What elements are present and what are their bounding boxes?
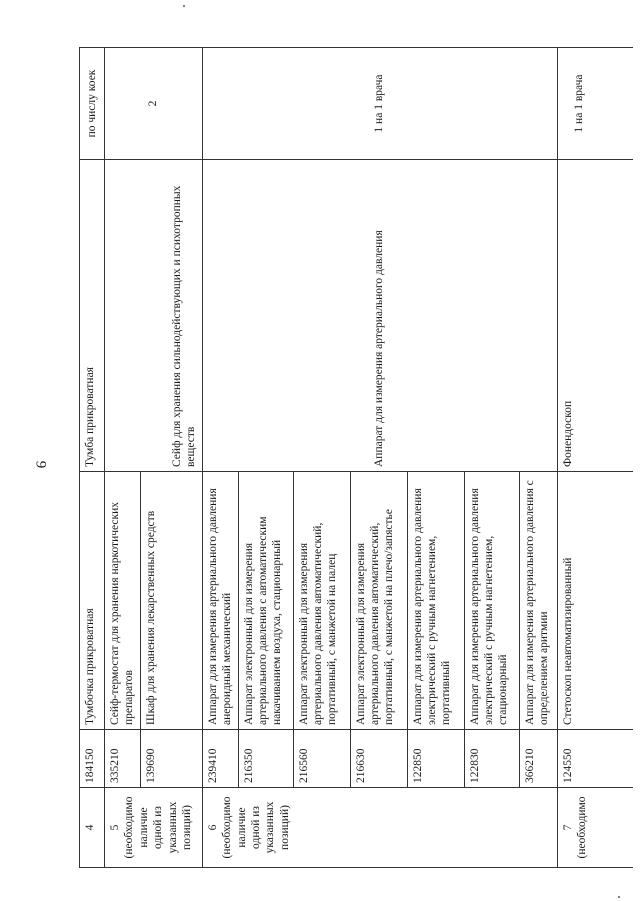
rotated-table-wrapper bbox=[79, 48, 624, 868]
type-name: Аппарат электронный для измерения артериального давления автоматический, портативный, с манжетой на палец bbox=[293, 472, 350, 730]
type-code: 216630 bbox=[350, 730, 407, 788]
type-name: Аппарат для измерения артериального давления с определением аритмии bbox=[519, 472, 557, 730]
scan-speck bbox=[618, 896, 620, 898]
quantity-norm: 1 на 1 врача bbox=[202, 48, 557, 160]
type-code: 122850 bbox=[407, 730, 464, 788]
type-name: Аппарат электронный для измерения артериального давления автоматический, портативный, с манжетой на плечо/запястье bbox=[350, 472, 407, 730]
type-name: Тумбочка прикроватная bbox=[80, 472, 105, 730]
table-row bbox=[202, 48, 238, 868]
row-number: 4 bbox=[80, 788, 105, 868]
type-name: Аппарат для измерения артериального давления электрический с ручным нагнетением, стационарный bbox=[464, 472, 519, 730]
type-code: 216350 bbox=[238, 730, 293, 788]
page-number: 9 bbox=[32, 460, 49, 469]
row-number: 7 (необходимо bbox=[557, 788, 633, 868]
type-name: Стетоскоп неавтоматизированный bbox=[557, 472, 633, 730]
type-code: 124550 bbox=[557, 730, 633, 788]
type-code: 216560 bbox=[293, 730, 350, 788]
type-name: Аппарат электронный для измерения артериального давления с автоматическим накачиванием воздуха, стационарный bbox=[238, 472, 293, 730]
table-row bbox=[557, 48, 633, 868]
row-number: 6 (необходимо наличие одной из указанных позиций) bbox=[202, 788, 557, 868]
type-code: 184150 bbox=[80, 730, 105, 788]
type-code: 335210 bbox=[105, 730, 141, 788]
type-name: Аппарат для измерения артериального давления анероидный механический bbox=[202, 472, 238, 730]
type-code: 139690 bbox=[140, 730, 202, 788]
equipment-table bbox=[79, 47, 633, 868]
type-code: 239410 bbox=[202, 730, 238, 788]
equipment-name: Тумба прикроватная bbox=[80, 160, 105, 472]
row-number: 5 (необходимо наличие одной из указанных позиций) bbox=[105, 788, 203, 868]
scan-speck bbox=[183, 5, 185, 7]
equipment-name: Фонендоскоп bbox=[557, 160, 633, 472]
type-name: Шкаф для хранения лекарственных средств bbox=[140, 472, 202, 730]
table-row bbox=[80, 48, 105, 868]
type-code: 122830 bbox=[464, 730, 519, 788]
type-name: Сейф-термостат для хранения наркотических препаратов bbox=[105, 472, 141, 730]
equipment-name: Аппарат для измерения артериального давления bbox=[202, 160, 557, 472]
quantity-norm: по числу коек bbox=[80, 48, 105, 160]
type-code: 366210 bbox=[519, 730, 557, 788]
type-name: Аппарат для измерения артериального давления электрический с ручным нагнетением, портативный bbox=[407, 472, 464, 730]
equipment-name: Сейф для хранения сильнодействующих и психотропных веществ bbox=[105, 160, 203, 472]
quantity-norm: 1 на 1 врача bbox=[557, 48, 633, 160]
quantity-norm: 2 bbox=[105, 48, 203, 160]
table-row bbox=[105, 48, 141, 868]
